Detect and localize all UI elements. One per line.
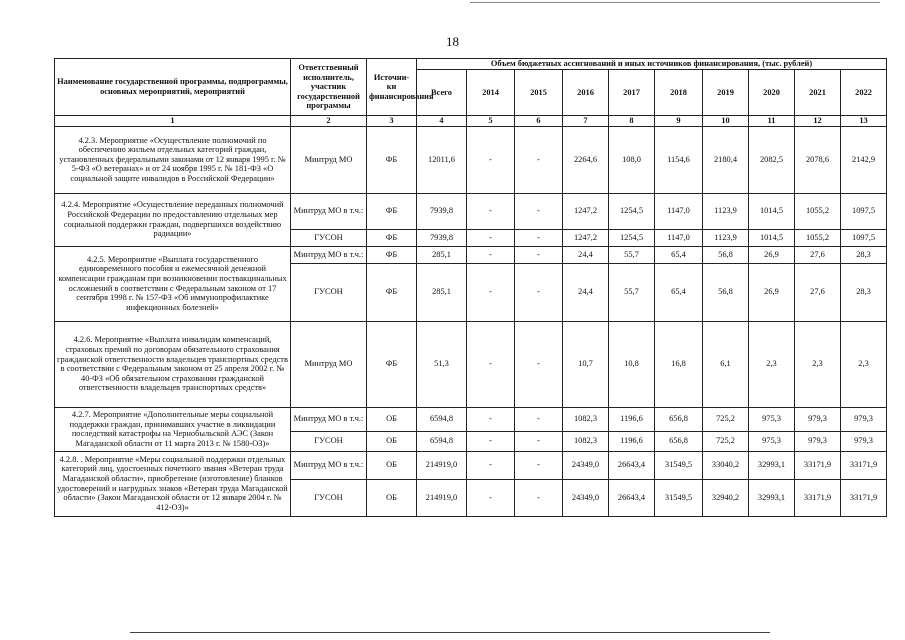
year-value-cell: - [515, 479, 563, 516]
header-year: 2014 [467, 70, 515, 116]
year-value-cell: 27,6 [795, 246, 841, 263]
year-value-cell: 979,3 [841, 431, 887, 451]
col-number: 6 [515, 116, 563, 127]
year-value-cell: 26,9 [749, 263, 795, 321]
table-row [55, 246, 887, 263]
year-value-cell: 725,2 [703, 407, 749, 431]
measure-name: 4.2.8. . Мероприятие «Меры социальной поддержки отдельных категорий лиц, удостоенных почетного звания «Ветеран труда Магаданской области», приобретение (изготовление) бланков удостоверений и нагрудных знаков «Ветеран труда Магаданской области» (Закон Магаданской области от 12 января 2004 г. № 412-ОЗ)» [55, 451, 291, 516]
year-value-cell: 26643,4 [609, 479, 655, 516]
year-value-cell: 2180,4 [703, 126, 749, 193]
year-value-cell: - [467, 479, 515, 516]
year-value-cell: 1055,2 [795, 229, 841, 246]
year-value-cell: 1055,2 [795, 193, 841, 229]
measure-name: 4.2.6. Мероприятие «Выплата инвалидам компенсаций, страховых премий по договорам обязательного страхования гражданской ответственности владельцев транспортных средств в соответствии с Федеральным законом от 25 апреля 2002 г. № 40-ФЗ «Об обязательном страховании гражданской ответственности владельцев транспортных средств» [55, 321, 291, 407]
col-number: 4 [417, 116, 467, 127]
year-value-cell: 1154,6 [655, 126, 703, 193]
year-value-cell: 2,3 [795, 321, 841, 407]
measure-name: 4.2.7. Мероприятие «Дополнительные меры социальной поддержки граждан, принимавших участие в ликвидации последствий катастрофы на Чернобыльской АЭС (Закон Магаданской области от 11 марта 2013 г. № 1580-ОЗ)» [55, 407, 291, 451]
year-value-cell: 1196,6 [609, 431, 655, 451]
year-value-cell: 979,3 [795, 407, 841, 431]
year-value-cell: 32993,1 [749, 451, 795, 479]
executor-cell: Минтруд МО в т.ч.: [291, 451, 367, 479]
source-cell: ФБ [367, 193, 417, 229]
header-year: 2022 [841, 70, 887, 116]
year-value-cell: 24,4 [563, 263, 609, 321]
year-value-cell: 725,2 [703, 431, 749, 451]
header-year: 2017 [609, 70, 655, 116]
col-number: 10 [703, 116, 749, 127]
table-row [55, 407, 887, 431]
header-year: 2020 [749, 70, 795, 116]
source-cell: ОБ [367, 431, 417, 451]
year-value-cell: 1254,5 [609, 193, 655, 229]
year-value-cell: 2078,6 [795, 126, 841, 193]
year-value-cell: 1014,5 [749, 229, 795, 246]
year-value-cell: 26643,4 [609, 451, 655, 479]
col-number: 2 [291, 116, 367, 127]
measure-name: 4.2.4. Мероприятие «Осуществление переданных полномочий Российской Федерации по предоставлению отдельных мер социальной поддержки граждан, подвергшихся воздействию радиации» [55, 193, 291, 246]
total-cell: 51,3 [417, 321, 467, 407]
year-value-cell: 1014,5 [749, 193, 795, 229]
year-value-cell: 24,4 [563, 246, 609, 263]
year-value-cell: 1097,5 [841, 229, 887, 246]
header-year: 2021 [795, 70, 841, 116]
year-value-cell: 1147,0 [655, 229, 703, 246]
year-value-cell: - [467, 126, 515, 193]
header-total: Всего [417, 70, 467, 116]
year-value-cell: 2,3 [841, 321, 887, 407]
source-cell: ОБ [367, 407, 417, 431]
header-year: 2016 [563, 70, 609, 116]
col-number: 7 [563, 116, 609, 127]
total-cell: 214919,0 [417, 451, 467, 479]
source-cell: ФБ [367, 126, 417, 193]
year-value-cell: - [515, 263, 563, 321]
year-value-cell: 55,7 [609, 263, 655, 321]
year-value-cell: 26,9 [749, 246, 795, 263]
year-value-cell: 2142,9 [841, 126, 887, 193]
year-value-cell: - [515, 193, 563, 229]
header-source: Источни-ки финансирования [367, 59, 417, 116]
table-row [55, 193, 887, 229]
table-row [55, 126, 887, 193]
year-value-cell: 56,8 [703, 263, 749, 321]
year-value-cell: 33171,9 [841, 451, 887, 479]
year-value-cell: 28,3 [841, 263, 887, 321]
executor-cell: ГУСОН [291, 229, 367, 246]
source-cell: ОБ [367, 479, 417, 516]
col-number: 13 [841, 116, 887, 127]
year-value-cell: 1097,5 [841, 193, 887, 229]
year-value-cell: 2264,6 [563, 126, 609, 193]
year-value-cell: 979,3 [795, 431, 841, 451]
total-cell: 7939,8 [417, 229, 467, 246]
year-value-cell: 656,8 [655, 407, 703, 431]
year-value-cell: - [467, 431, 515, 451]
year-value-cell: - [467, 407, 515, 431]
col-number: 1 [55, 116, 291, 127]
total-cell: 6594,8 [417, 431, 467, 451]
year-value-cell: 1082,3 [563, 407, 609, 431]
year-value-cell: 33171,9 [795, 479, 841, 516]
year-value-cell: 27,6 [795, 263, 841, 321]
col-number: 5 [467, 116, 515, 127]
year-value-cell: 6,1 [703, 321, 749, 407]
executor-cell: Минтруд МО [291, 321, 367, 407]
year-value-cell: 1254,5 [609, 229, 655, 246]
table-row [55, 321, 887, 407]
executor-cell: ГУСОН [291, 263, 367, 321]
year-value-cell: 56,8 [703, 246, 749, 263]
year-value-cell: - [515, 126, 563, 193]
year-value-cell: 33171,9 [795, 451, 841, 479]
year-value-cell: 28,3 [841, 246, 887, 263]
year-value-cell: - [515, 431, 563, 451]
total-cell: 285,1 [417, 263, 467, 321]
year-value-cell: 1123,9 [703, 229, 749, 246]
year-value-cell: - [467, 246, 515, 263]
scan-edge-line [130, 632, 770, 633]
year-value-cell: 979,3 [841, 407, 887, 431]
page-number: 18 [446, 34, 459, 49]
year-value-cell: - [467, 193, 515, 229]
executor-cell: Минтруд МО в т.ч.: [291, 407, 367, 431]
year-value-cell: - [515, 407, 563, 431]
header-year: 2018 [655, 70, 703, 116]
year-value-cell: 1082,3 [563, 431, 609, 451]
total-cell: 285,1 [417, 246, 467, 263]
year-value-cell: 65,4 [655, 246, 703, 263]
year-value-cell: 10,7 [563, 321, 609, 407]
year-value-cell: 1247,2 [563, 193, 609, 229]
year-value-cell: - [467, 321, 515, 407]
year-value-cell: - [515, 451, 563, 479]
table-header [55, 59, 887, 127]
year-value-cell: 975,3 [749, 431, 795, 451]
executor-cell: ГУСОН [291, 479, 367, 516]
year-value-cell: 656,8 [655, 431, 703, 451]
total-cell: 6594,8 [417, 407, 467, 431]
total-cell: 12011,6 [417, 126, 467, 193]
year-value-cell: 975,3 [749, 407, 795, 431]
year-value-cell: 55,7 [609, 246, 655, 263]
year-value-cell: - [515, 321, 563, 407]
executor-cell: Минтруд МО в т.ч.: [291, 193, 367, 229]
source-cell: ОБ [367, 451, 417, 479]
source-cell: ФБ [367, 229, 417, 246]
measure-name: 4.2.3. Мероприятие «Осуществление полномочий по обеспечению жильем отдельных категорий граждан, установленных федеральными законами от 12 января 1995 г. № 5-ФЗ «О ветеранах» и от 24 ноября 1995 г. № 181-ФЗ «О социальной защите инвалидов в Российской Федерации» [55, 126, 291, 193]
measure-name: 4.2.5. Мероприятие «Выплата государственного единовременного пособия и ежемесячной денежной компенсации гражданам при возникновении поствакцинальных осложнений в соответствии с Федеральным законом от 17 сентября 1998 г. № 157-ФЗ «Об иммунопрофилактике инфекционных болезней» [55, 246, 291, 321]
col-number: 8 [609, 116, 655, 127]
year-value-cell: 1196,6 [609, 407, 655, 431]
year-value-cell: 32993,1 [749, 479, 795, 516]
year-value-cell: - [467, 451, 515, 479]
col-number: 9 [655, 116, 703, 127]
source-cell: ФБ [367, 263, 417, 321]
year-value-cell: 10,8 [609, 321, 655, 407]
year-value-cell: 31549,5 [655, 451, 703, 479]
executor-cell: ГУСОН [291, 431, 367, 451]
source-cell: ФБ [367, 321, 417, 407]
year-value-cell: - [515, 246, 563, 263]
year-value-cell: - [467, 263, 515, 321]
year-value-cell: 32940,2 [703, 479, 749, 516]
year-value-cell: 2,3 [749, 321, 795, 407]
total-cell: 214919,0 [417, 479, 467, 516]
year-value-cell: 24349,0 [563, 451, 609, 479]
table-row [55, 451, 887, 479]
col-number: 11 [749, 116, 795, 127]
header-name: Наименование государственной программы, подпрограммы, основных мероприятий, мероприятий [55, 59, 291, 116]
header-budget-group: Объем бюджетных ассигнований и иных источников финансирования, (тыс. рублей) [417, 59, 887, 70]
scan-edge-line [470, 2, 880, 3]
header-year: 2019 [703, 70, 749, 116]
executor-cell: Минтруд МО в т.ч.: [291, 246, 367, 263]
year-value-cell: 16,8 [655, 321, 703, 407]
year-value-cell: - [467, 229, 515, 246]
year-value-cell: 33171,9 [841, 479, 887, 516]
year-value-cell: 2082,5 [749, 126, 795, 193]
year-value-cell: - [515, 229, 563, 246]
year-value-cell: 1247,2 [563, 229, 609, 246]
header-executor: Ответственный исполнитель, участник государственной программы [291, 59, 367, 116]
year-value-cell: 65,4 [655, 263, 703, 321]
year-value-cell: 1123,9 [703, 193, 749, 229]
year-value-cell: 31549,5 [655, 479, 703, 516]
col-number: 3 [367, 116, 417, 127]
executor-cell: Минтруд МО [291, 126, 367, 193]
year-value-cell: 24349,0 [563, 479, 609, 516]
total-cell: 7939,8 [417, 193, 467, 229]
col-number: 12 [795, 116, 841, 127]
year-value-cell: 108,0 [609, 126, 655, 193]
year-value-cell: 33040,2 [703, 451, 749, 479]
source-cell: ФБ [367, 246, 417, 263]
header-year: 2015 [515, 70, 563, 116]
table-body [55, 126, 887, 516]
budget-table [54, 58, 887, 517]
year-value-cell: 1147,0 [655, 193, 703, 229]
